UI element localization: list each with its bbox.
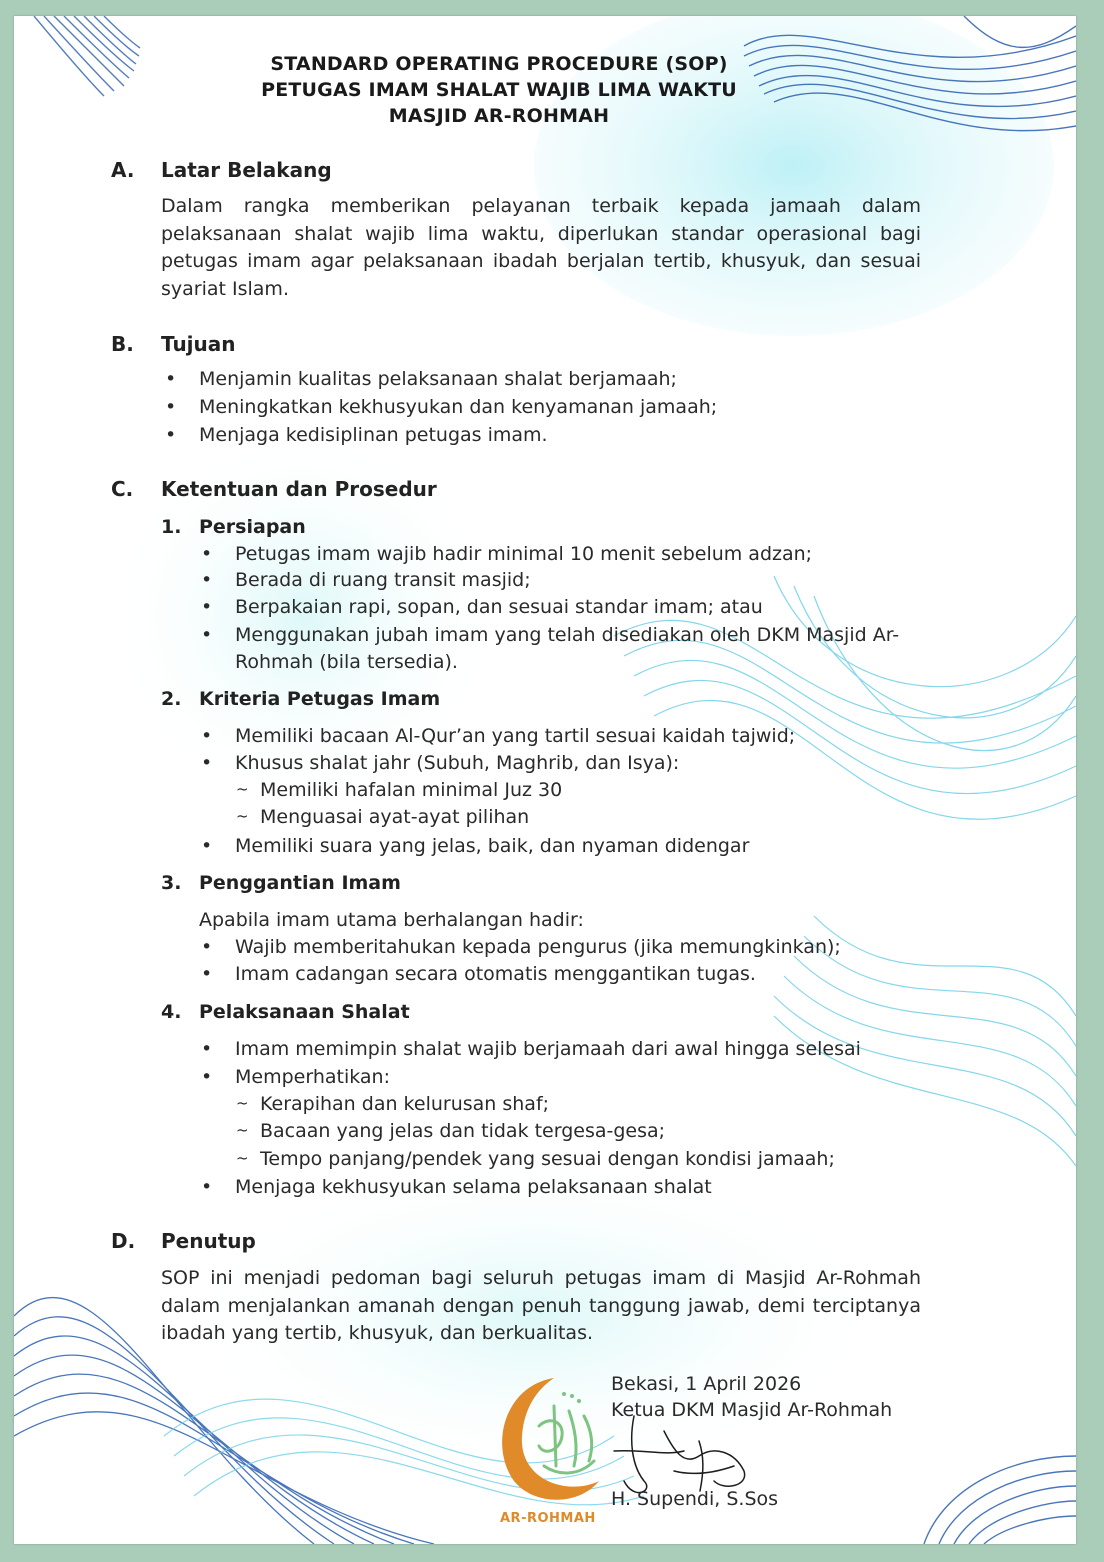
sub4-number: 4.: [161, 1001, 182, 1023]
section-a-body: Dalam rangka memberikan pelayanan terbaik kepada jamaah dalam pelaksanaan shalat wajib lima waktu, diperlukan standar operasional bagi petugas imam agar pelaksanaan ibadah berjalan tertib, khusyuk, dan sesuai syariat Islam.: [161, 195, 921, 300]
list-item: Khusus shalat jahr (Subuh, Maghrib, dan Isya):: [235, 752, 680, 774]
list-item: Memiliki bacaan Al-Qur’an yang tartil sesuai kaidah tajwid;: [235, 725, 796, 747]
bullet-icon: •: [201, 543, 213, 565]
sub1-number: 1.: [161, 516, 182, 538]
sub3-intro: Apabila imam utama berhalangan hadir:: [199, 909, 584, 931]
list-item: Menjamin kualitas pelaksanaan shalat berjamaah;: [199, 368, 677, 390]
list-item-continuation: Rohmah (bila tersedia).: [235, 651, 458, 673]
bullet-icon: •: [201, 1066, 213, 1088]
signature-position: Ketua DKM Masjid Ar-Rohmah: [611, 1399, 893, 1421]
list-item: Menjaga kekhusyukan selama pelaksanaan shalat: [235, 1176, 712, 1198]
section-b-letter: B.: [111, 332, 134, 356]
tilde-icon: ~: [236, 807, 249, 825]
bullet-icon: •: [165, 368, 177, 390]
sub-list-item: Menguasai ayat-ayat pilihan: [260, 806, 530, 828]
section-a-letter: A.: [111, 158, 135, 182]
document-page: [14, 16, 1076, 1544]
sub2-title: Kriteria Petugas Imam: [199, 688, 441, 710]
bullet-icon: •: [201, 1038, 213, 1060]
list-item: Memperhatikan:: [235, 1066, 390, 1088]
bullet-icon: •: [165, 424, 177, 446]
sub-list-item: Kerapihan dan kelurusan shaf;: [260, 1093, 550, 1115]
sub4-title: Pelaksanaan Shalat: [199, 1001, 410, 1023]
section-d-letter: D.: [111, 1229, 136, 1253]
sub-list-item: Tempo panjang/pendek yang sesuai dengan kondisi jamaah;: [260, 1148, 835, 1170]
mosque-logo-icon: [484, 1366, 614, 1516]
section-c-title: Ketentuan dan Prosedur: [161, 477, 437, 501]
list-item: Petugas imam wajib hadir minimal 10 menit sebelum adzan;: [235, 543, 813, 565]
title-line-1: STANDARD OPERATING PROCEDURE (SOP): [270, 53, 728, 75]
section-a-title: Latar Belakang: [161, 158, 332, 182]
bullet-icon: •: [165, 396, 177, 418]
tilde-icon: ~: [236, 1149, 249, 1167]
title-line-2: PETUGAS IMAM SHALAT WAJIB LIMA WAKTU: [261, 79, 737, 101]
section-b-title: Tujuan: [161, 332, 236, 356]
bullet-icon: •: [201, 752, 213, 774]
list-item: Imam cadangan secara otomatis menggantikan tugas.: [235, 963, 756, 985]
sub3-title: Penggantian Imam: [199, 872, 401, 894]
logo-text: AR-ROHMAH: [500, 1511, 596, 1526]
list-item: Meningkatkan kekhusyukan dan kenyamanan jamaah;: [199, 396, 718, 418]
document-content: [14, 16, 1076, 1544]
sub3-number: 3.: [161, 872, 182, 894]
signature-name: H. Supendi, S.Sos: [611, 1488, 779, 1510]
title-line-3: MASJID AR-ROHMAH: [388, 105, 610, 127]
sub2-number: 2.: [161, 688, 182, 710]
list-item: Wajib memberitahukan kepada pengurus (jika memungkinkan);: [235, 936, 841, 958]
list-item: Berpakaian rapi, sopan, dan sesuai standar imam; atau: [235, 596, 763, 618]
list-item: Memiliki suara yang jelas, baik, dan nyaman didengar: [235, 835, 750, 857]
tilde-icon: ~: [236, 780, 249, 798]
bullet-icon: •: [201, 963, 213, 985]
section-d-title: Penutup: [161, 1229, 256, 1253]
sub1-title: Persiapan: [199, 516, 306, 538]
list-item: Menjaga kedisiplinan petugas imam.: [199, 424, 548, 446]
bullet-icon: •: [201, 936, 213, 958]
sub-list-item: Memiliki hafalan minimal Juz 30: [260, 779, 563, 801]
section-d-body: SOP ini menjadi pedoman bagi seluruh petugas imam di Masjid Ar-Rohmah dalam menjalankan amanah dengan penuh tanggung jawab, demi terciptanya ibadah yang tertib, khusyuk, dan berkualitas.: [161, 1267, 921, 1344]
section-c-letter: C.: [111, 477, 134, 501]
list-item: Imam memimpin shalat wajib berjamaah dari awal hingga selesai: [235, 1038, 861, 1060]
bullet-icon: •: [201, 596, 213, 618]
sub-list-item: Bacaan yang jelas dan tidak tergesa-gesa;: [260, 1120, 666, 1142]
bullet-icon: •: [201, 624, 213, 646]
tilde-icon: ~: [236, 1094, 249, 1112]
bullet-icon: •: [201, 725, 213, 747]
bullet-icon: •: [201, 569, 213, 591]
document-title: [14, 51, 984, 129]
list-item: Menggunakan jubah imam yang telah disediakan oleh DKM Masjid Ar-: [235, 624, 900, 646]
list-item: Berada di ruang transit masjid;: [235, 569, 531, 591]
tilde-icon: ~: [236, 1121, 249, 1139]
signature-place-date: Bekasi, 1 April 2026: [611, 1373, 802, 1395]
bullet-icon: •: [201, 835, 213, 857]
bullet-icon: •: [201, 1176, 213, 1198]
